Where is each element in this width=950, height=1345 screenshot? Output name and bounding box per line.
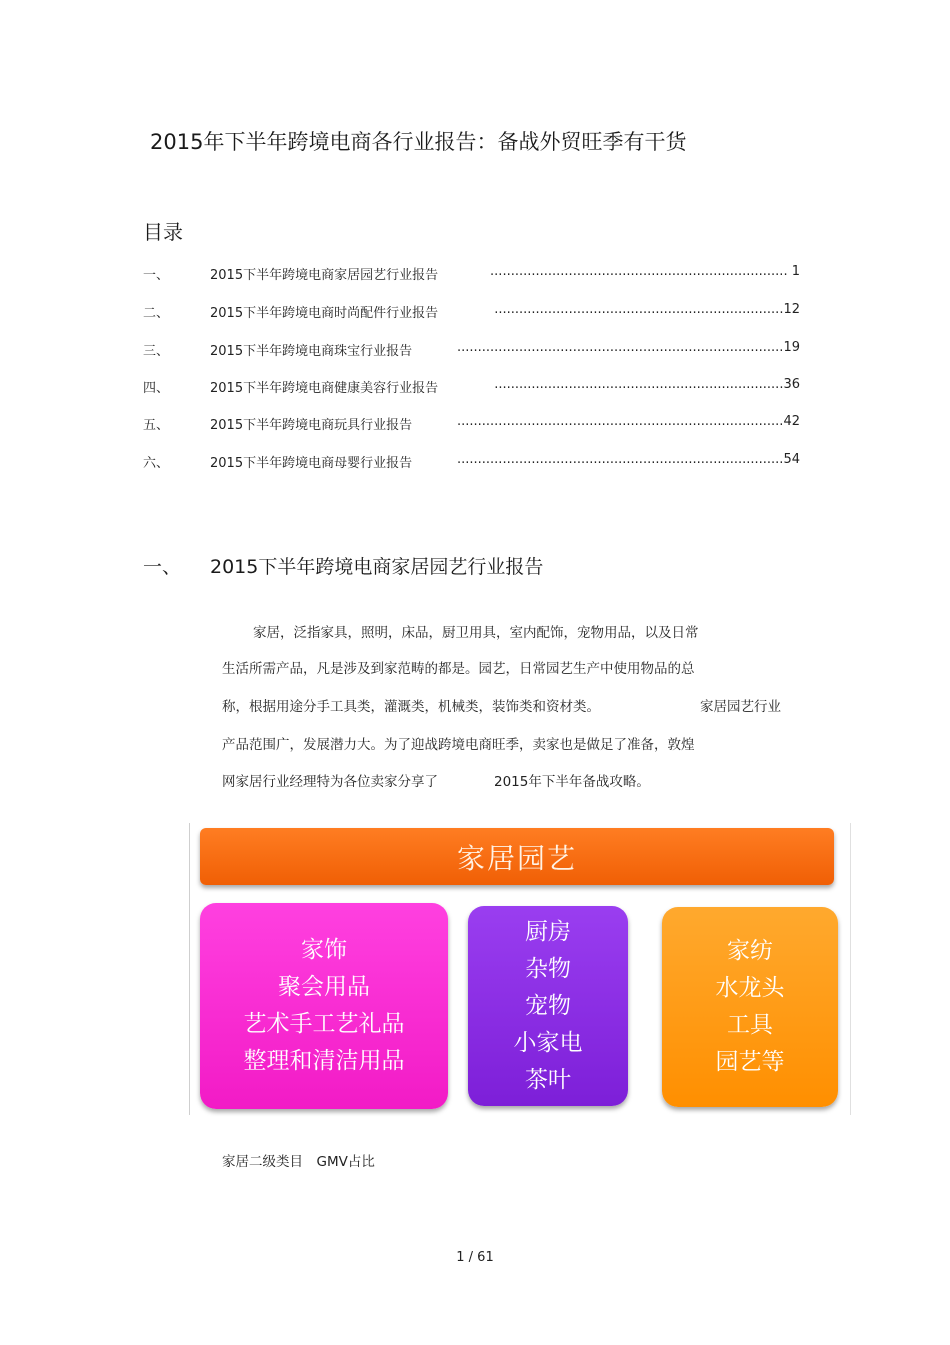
- category-box-textile: [662, 907, 838, 1107]
- paragraph-line: 2015年下半年备战攻略。: [494, 774, 650, 790]
- document-title: 2015年下半年跨境电商各行业报告：备战外贸旺季有干货: [150, 130, 687, 154]
- paragraph-line: 家居园艺行业: [700, 699, 781, 715]
- toc-item-number: 一、: [143, 268, 170, 283]
- category-box-kitchen: [468, 906, 628, 1106]
- toc-item[interactable]: [0, 340, 950, 360]
- toc-leader-dots: ...............................................................................: [456, 414, 784, 429]
- toc-item-page: 12: [783, 302, 800, 317]
- toc-item-leader: [457, 452, 800, 467]
- category-item: 艺术手工艺礼品: [243, 1011, 405, 1037]
- paragraph-line: 产品范围广，发展潜力大。为了迎战跨境电商旺季，卖家也是做足了准备，敦煌: [222, 737, 695, 753]
- toc-item-leader: [494, 302, 800, 317]
- toc-item-label[interactable]: 2015下半年跨境电商时尚配件行业报告: [210, 306, 439, 321]
- category-item: 园艺等: [715, 1049, 785, 1075]
- paragraph-line: 生活所需产品，凡是涉及到家范畴的都是。园艺，日常园艺生产中使用物品的总: [222, 661, 695, 677]
- paragraph-line: 称，根据用途分手工具类，灌溉类，机械类，装饰类和资材类。: [222, 699, 600, 715]
- page-number: 1 / 61: [456, 1250, 494, 1265]
- toc-item-leader: [494, 377, 800, 392]
- paragraph-line: 家居，泛指家具，照明，床品，厨卫用具，室内配饰，宠物用品，以及日常: [253, 625, 699, 641]
- toc-item-label[interactable]: 2015下半年跨境电商母婴行业报告: [210, 456, 413, 471]
- toc-item[interactable]: [0, 452, 950, 472]
- toc-leader-dots: ......................................................................: [494, 302, 784, 317]
- category-figure: [189, 823, 851, 1115]
- category-box-decor: [200, 903, 448, 1109]
- toc-leader-dots: ........................................................................: [490, 264, 788, 279]
- toc-item-page: 19: [783, 340, 800, 355]
- toc-item[interactable]: [0, 377, 950, 397]
- toc-item[interactable]: [0, 264, 950, 284]
- toc-item[interactable]: [0, 302, 950, 322]
- toc-heading: 目录: [143, 220, 183, 244]
- category-item: 宠物: [525, 992, 571, 1019]
- banner-label: 家居园艺: [456, 841, 577, 875]
- category-item: 茶叶: [525, 1066, 571, 1093]
- toc-item-page: 36: [783, 377, 800, 392]
- toc-item-page: 1: [791, 264, 800, 279]
- category-item: 家饰: [301, 937, 347, 963]
- category-item: 厨房: [525, 918, 571, 945]
- toc-item-number: 五、: [143, 418, 170, 433]
- toc-item-number: 四、: [143, 381, 170, 396]
- category-item: 整理和清洁用品: [243, 1048, 405, 1074]
- figure-caption: 家居二级类目 GMV占比: [222, 1154, 375, 1170]
- toc-item-number: 二、: [143, 306, 170, 321]
- toc-leader-dots: ...............................................................................: [456, 340, 784, 355]
- section-number: 一、: [143, 556, 182, 578]
- toc-item-leader: [457, 414, 800, 429]
- toc-item-number: 六、: [143, 456, 170, 471]
- toc-item-leader: [490, 264, 800, 279]
- toc-item[interactable]: [0, 414, 950, 434]
- toc-item-label[interactable]: 2015下半年跨境电商玩具行业报告: [210, 418, 413, 433]
- section-title: 2015下半年跨境电商家居园艺行业报告: [210, 556, 544, 578]
- toc-item-label[interactable]: 2015下半年跨境电商珠宝行业报告: [210, 344, 413, 359]
- toc-item-page: 42: [783, 414, 800, 429]
- paragraph-line: 网家居行业经理特为各位卖家分享了: [222, 774, 438, 790]
- category-item: 水龙头: [715, 975, 785, 1001]
- category-item: 聚会用品: [278, 974, 370, 1000]
- category-item: 工具: [727, 1012, 773, 1038]
- category-item: 家纺: [727, 938, 773, 964]
- toc-item-number: 三、: [143, 344, 170, 359]
- toc-item-label[interactable]: 2015下半年跨境电商健康美容行业报告: [210, 381, 439, 396]
- toc-leader-dots: ......................................................................: [494, 377, 784, 392]
- category-item: 杂物: [525, 955, 571, 982]
- toc-item-label[interactable]: 2015下半年跨境电商家居园艺行业报告: [210, 268, 439, 283]
- toc-item-leader: [457, 340, 800, 355]
- toc-item-page: 54: [783, 452, 800, 467]
- category-banner: [200, 828, 834, 885]
- category-item: 小家电: [513, 1029, 583, 1056]
- toc-leader-dots: ...............................................................................: [456, 452, 784, 467]
